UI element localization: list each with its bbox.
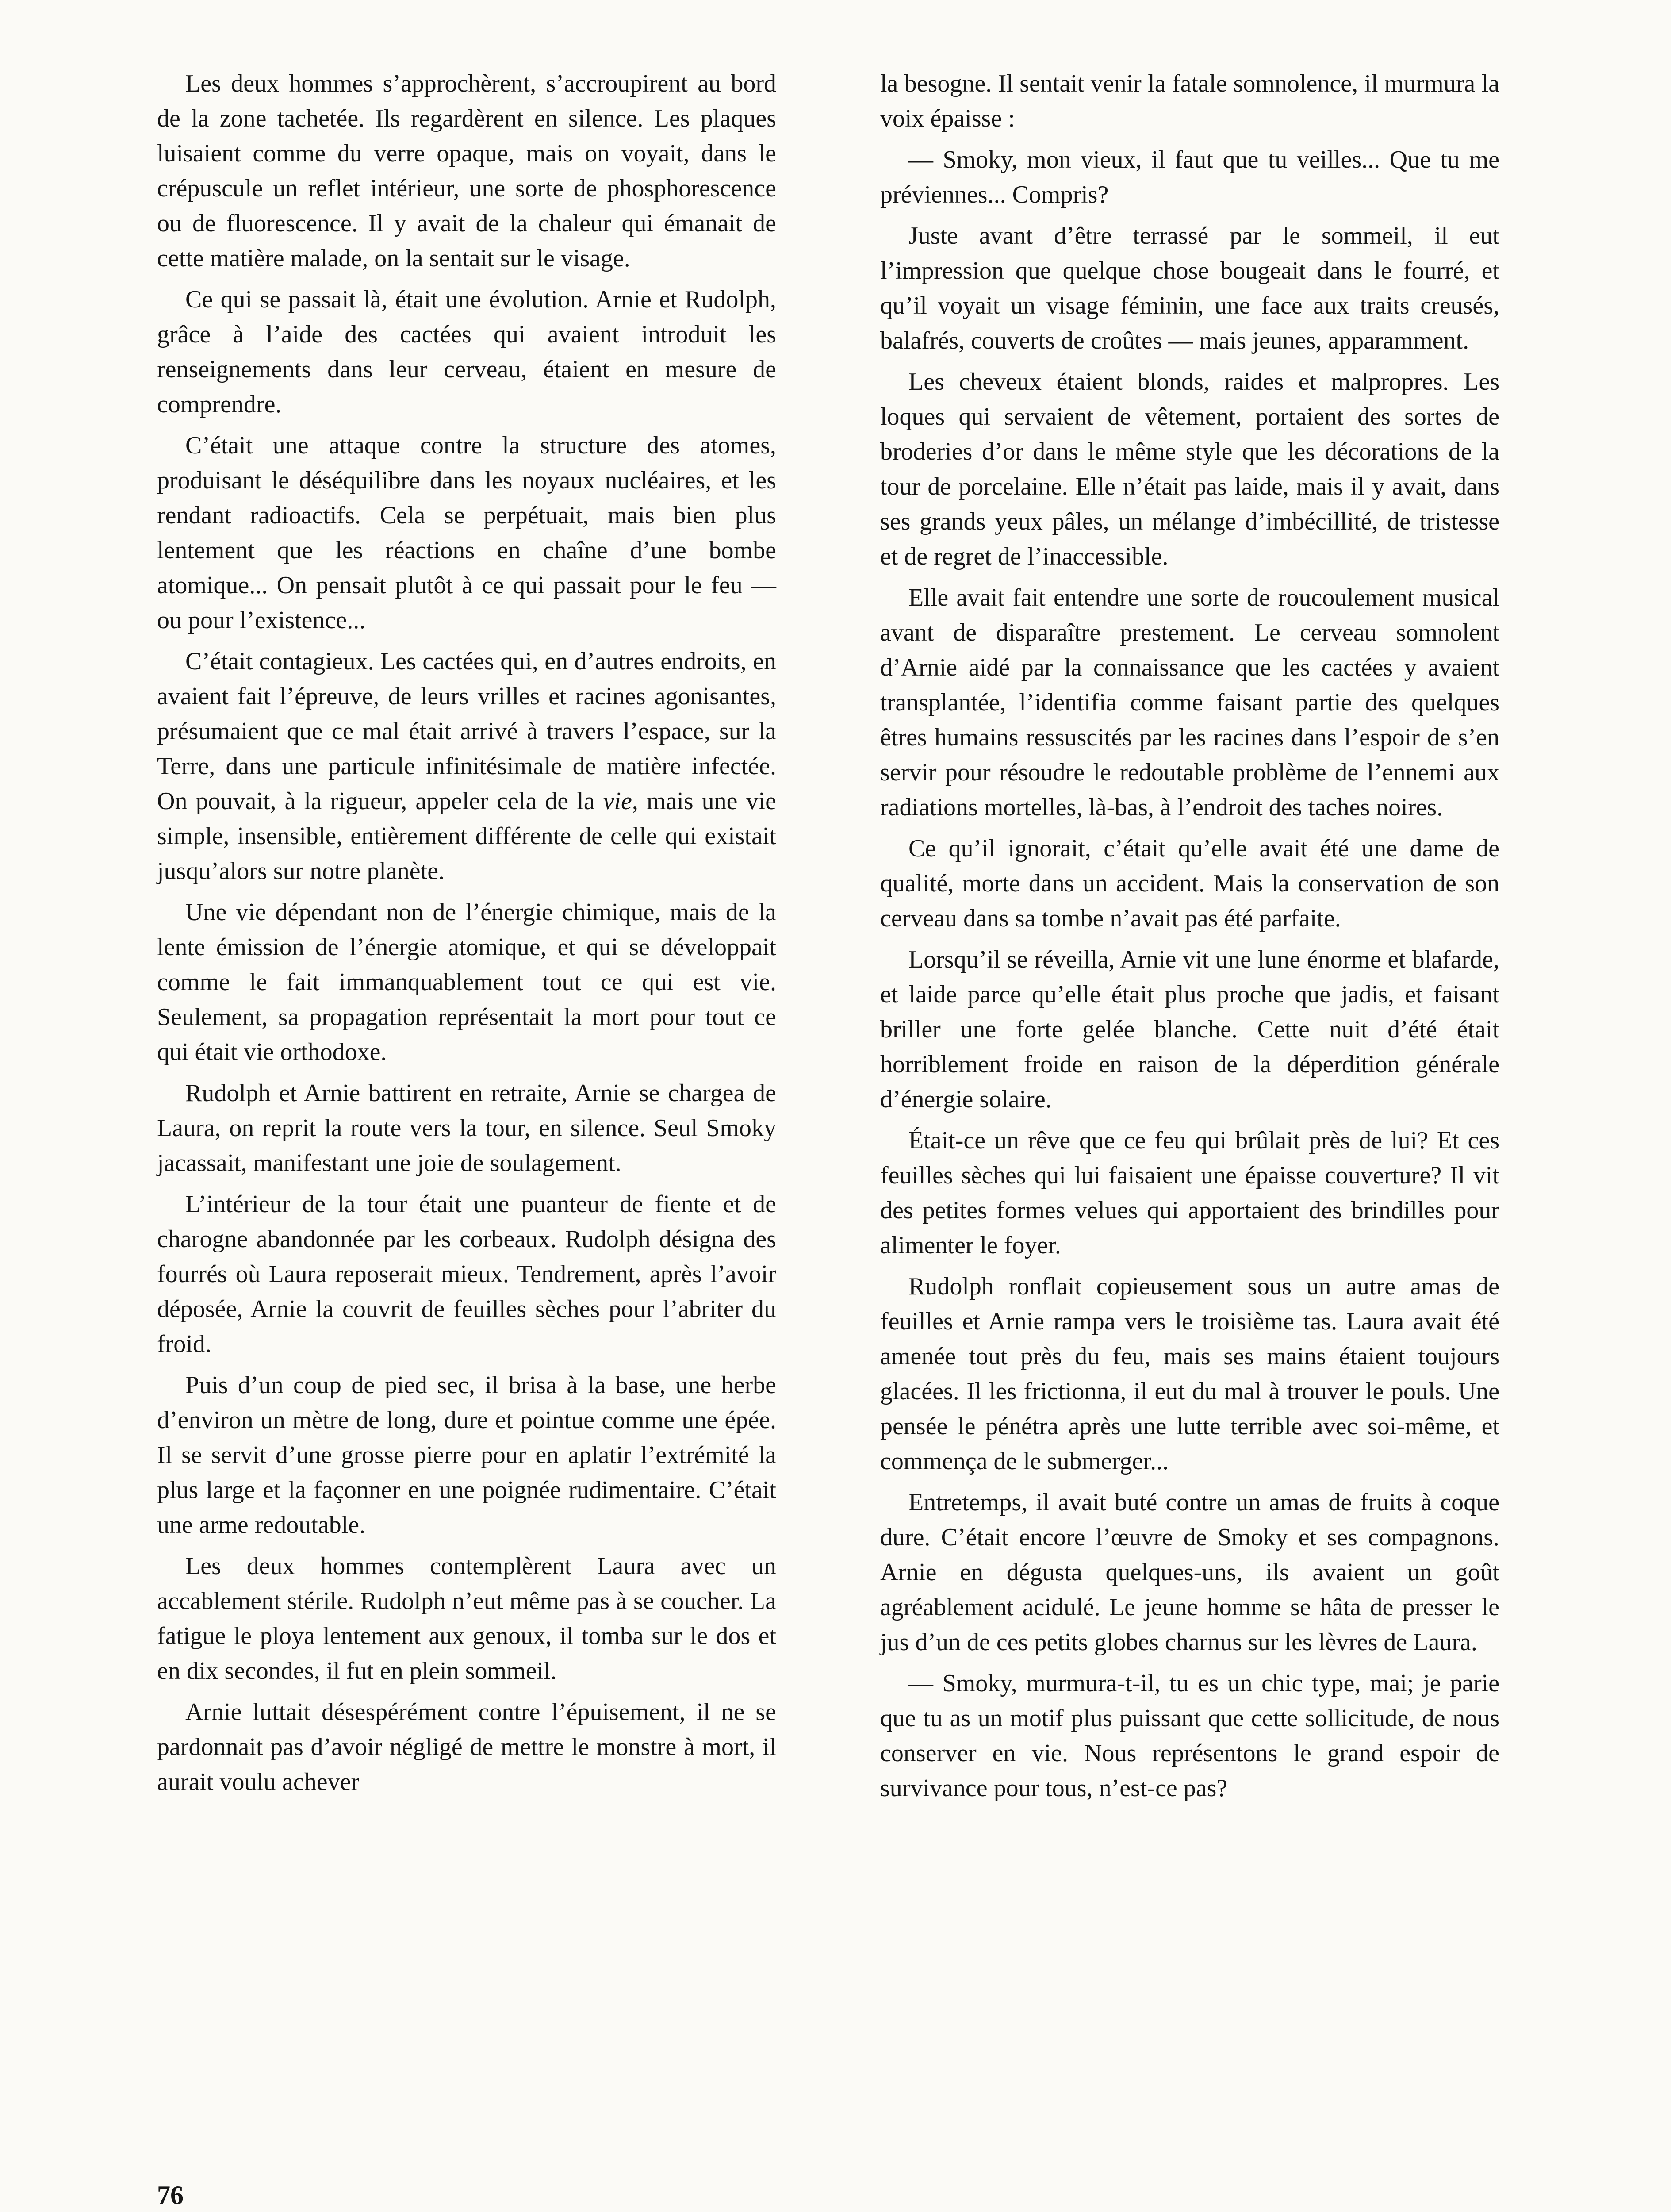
paragraph: C’était une attaque contre la structure des atomes, produisant le déséquilibre dans les noyaux nucléaires, et les rendant radioactifs. Cela se perpétuait, mais bien plus lentement que les réactions en chaîne d’une bombe atomique... On pensait plutôt à ce qui passait pour le feu — ou pour l’existence... [157,432,776,634]
left-text-column [157,66,776,1806]
page-number: 76 [157,2181,184,2210]
paragraph: Ce qu’il ignorait, c’était qu’elle avait été une dame de qualité, morte dans un accident. Mais la conservation de son cerveau dans sa tombe n’avait pas été parfaite. [880,835,1499,932]
paragraph: Lorsqu’il se réveilla, Arnie vit une lune énorme et blafarde, et laide parce qu’elle était plus proche que jadis, et faisant briller une forte gelée blanche. Cette nuit d’été était horriblement froide en raison de la déperdition générale d’énergie solaire. [880,946,1499,1113]
paragraph-text: , mais une vie simple, insensible, entièrement différente de celle qui existait jusqu’alors sur notre planète. [157,787,776,885]
dialogue-line: — Smoky, mon vieux, il faut que tu veilles... Que tu me préviennes... Compris? [880,146,1499,208]
dialogue-line: — Smoky, murmura-t-il, tu es un chic type, mai; je parie que tu as un motif plus puissant que cette sollicitude, de nous conserver en vie. Nous représentons le grand espoir de survivance pour tous, n’est-ce pas? [880,1670,1499,1802]
paragraph-text: C’était contagieux. Les cactées qui, en d’autres endroits, en avaient fait l’épreuve, de leurs vrilles et racines agonisantes, présumaient que ce mal était arrivé à travers l’espace, sur la Terre, dans une particule infinitésimale de matière infectée. On pouvait, à la rigueur, appeler cela de la [157,648,776,815]
paragraph: Juste avant d’être terrassé par le sommeil, il eut l’impression que quelque chose bougeait dans le fourré, et qu’il voyait un visage féminin, une face aux traits creusés, balafrés, couverts de croûtes — mais jeunes, apparamment. [880,222,1499,354]
paragraph: Elle avait fait entendre une sorte de roucoulement musical avant de disparaître prestement. Le cerveau somnolent d’Arnie aidé par la connaissance que les cactées y avaient transplantée, l’identifia comme faisant partie des quelques êtres humains ressuscités par les racines dans l’espoir de s’en servir pour résoudre le redoutable problème de l’ennemi aux radiations mortelles, là-bas, à l’endroit des taches noires. [880,584,1499,821]
paragraph-continued: la besogne. Il sentait venir la fatale somnolence, il murmura la voix épaisse : [880,70,1499,132]
paragraph: Les cheveux étaient blonds, raides et malpropres. Les loques qui servaient de vêtement, portaient des sortes de broderies d’or dans le même style que les décorations de la tour de porcelaine. Elle n’était pas laide, mais il y avait, dans ses grands yeux pâles, un mélange d’imbécillité, de tristesse et de regret de l’inaccessible. [880,368,1499,570]
paragraph [157,644,776,889]
paragraph: Était-ce un rêve que ce feu qui brûlait près de lui? Et ces feuilles sèches qui lui faisaient une épaisse couverture? Il vit des petites formes velues qui apportaient des brindilles pour alimenter le foyer. [880,1127,1499,1259]
paragraph: Une vie dépendant non de l’énergie chimique, mais de la lente émission de l’énergie atomique, et qui se développait comme le fait immanquablement tout ce qui est vie. Seulement, sa propagation représentait la mort pour tout ce qui était vie orthodoxe. [157,899,776,1066]
italic-word: vie [603,787,632,815]
paragraph: Ce qui se passait là, était une évolution. Arnie et Rudolph, grâce à l’aide des cactées qui avaient introduit les renseignements dans leur cerveau, étaient en mesure de comprendre. [157,286,776,418]
paragraph: Les deux hommes s’approchèrent, s’accroupirent au bord de la zone tachetée. Ils regardèrent en silence. Les plaques luisaient comme du verre opaque, mais on voyait, dans le crépuscule un reflet intérieur, une sorte de phosphorescence ou de fluorescence. Il y avait de la chaleur qui émanait de cette matière malade, on la sentait sur le visage. [157,70,776,272]
paragraph: Les deux hommes contemplèrent Laura avec un accablement stérile. Rudolph n’eut même pas à se coucher. La fatigue le ploya lentement aux genoux, il tomba sur le dos et en dix secondes, il fut en plein sommeil. [157,1552,776,1685]
paragraph: Rudolph ronflait copieusement sous un autre amas de feuilles et Arnie rampa vers le troisième tas. Laura avait été amenée tout près du feu, mais ses mains étaient toujours glacées. Il les frictionna, il eut du mal à trouver le pouls. Une pensée le pénétra après une lutte terrible avec soi-même, et commença de le submerger... [880,1273,1499,1475]
paragraph: Rudolph et Arnie battirent en retraite, Arnie se chargea de Laura, on reprit la route vers la tour, en silence. Seul Smoky jacassait, manifestant une joie de soulagement. [157,1079,776,1177]
right-text-column [880,66,1499,1812]
paragraph: Puis d’un coup de pied sec, il brisa à la base, une herbe d’environ un mètre de long, dure et pointue comme une épée. Il se servit d’une grosse pierre pour en aplatir l’extrémité la plus large et la façonner en une poignée rudimentaire. C’était une arme redoutable. [157,1371,776,1539]
paragraph: Arnie luttait désespérément contre l’épuisement, il ne se pardonnait pas d’avoir négligé de mettre le monstre à mort, il aurait voulu achever [157,1698,776,1796]
paragraph: Entretemps, il avait buté contre un amas de fruits à coque dure. C’était encore l’œuvre de Smoky et ses compagnons. Arnie en dégusta quelques-uns, ils avaient un goût agréablement acidulé. Le jeune homme se hâta de presser le jus d’un de ces petits globes charnus sur les lèvres de Laura. [880,1489,1499,1656]
paragraph: L’intérieur de la tour était une puanteur de fiente et de charogne abandonnée par les corbeaux. Rudolph désigna des fourrés où Laura reposerait mieux. Tendrement, après l’avoir déposée, Arnie la couvrit de feuilles sèches pour l’abriter du froid. [157,1190,776,1358]
